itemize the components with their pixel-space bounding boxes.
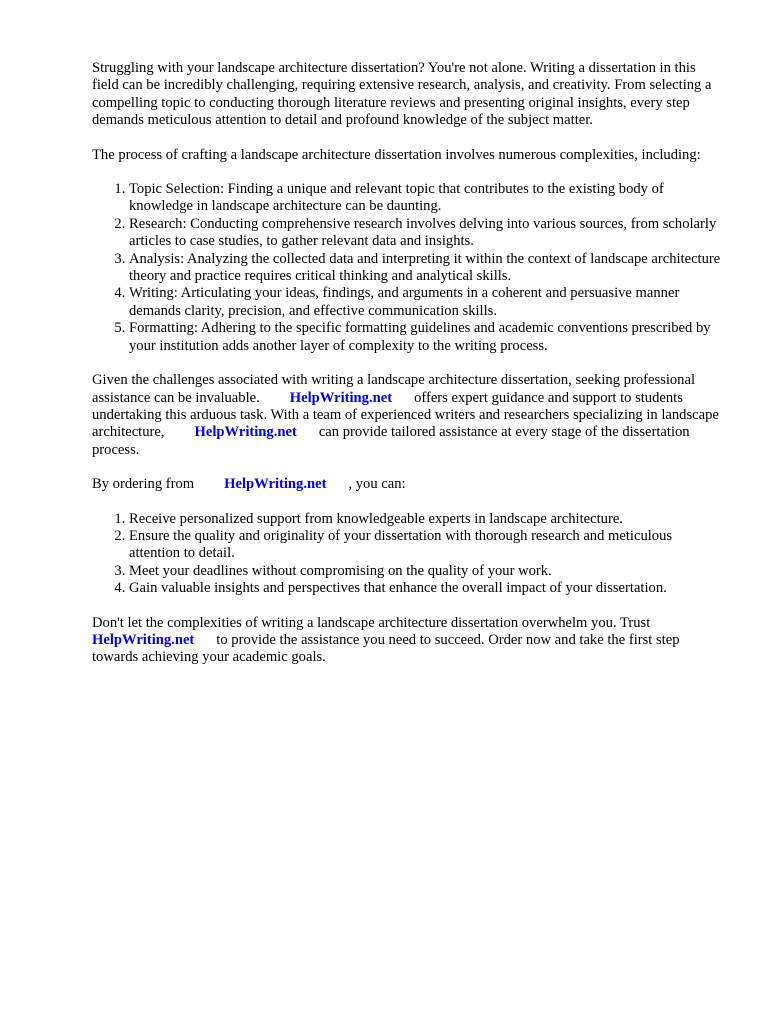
ordering-text-1: By ordering from: [92, 476, 195, 493]
helpwriting-link[interactable]: HelpWriting.net: [92, 631, 195, 648]
complexities-list: [92, 181, 722, 355]
ordering-paragraph: [92, 476, 722, 493]
benefit-item: 1. Receive personalized support from knowledgeable experts in landscape architecture.: [129, 511, 722, 528]
benefit-item: 4. Gain valuable insights and perspectives that enhance the overall impact of your dissertation.: [129, 580, 722, 597]
helpwriting-link[interactable]: HelpWriting.net: [289, 389, 393, 406]
closing-text-2: to provide the assistance you need to succeed. Order now and take the first step towards achieving your academic goals.: [92, 631, 680, 666]
process-paragraph: The process of crafting a landscape architecture dissertation involves numerous complexities, including:: [92, 146, 701, 163]
benefit-item: 2. Ensure the quality and originality of your dissertation with thorough research and meticulous attention to detail.: [129, 528, 722, 563]
given-text-1: Given the challenges associated with writing a landscape architecture dissertation, seeking professional assistance can be invaluable.: [92, 372, 696, 406]
benefits-list: [92, 511, 722, 598]
complexity-item: 5. Formatting: Adhering to the specific formatting guidelines and academic conventions prescribed by your institution adds another layer of complexity to the writing process.: [129, 320, 722, 355]
helpwriting-link[interactable]: HelpWriting.net: [224, 476, 327, 493]
ordering-text-2: , you can:: [348, 476, 406, 493]
document-page: [92, 60, 722, 684]
given-text-2: offers expert guidance and support to students undertaking this arduous task. With a team of experienced writers and researchers specializing in landscape architecture,: [92, 389, 719, 441]
complexity-item: 1. Topic Selection: Finding a unique and relevant topic that contributes to the existing body of knowledge in landscape architecture can be daunting.: [129, 181, 722, 216]
given-text-3: can provide tailored assistance at every stage of the dissertation process.: [92, 424, 690, 458]
benefit-item: 3. Meet your deadlines without compromising on the quality of your work.: [129, 563, 722, 580]
given-paragraph: [92, 372, 722, 459]
helpwriting-link[interactable]: HelpWriting.net: [194, 424, 297, 441]
closing-paragraph: [92, 615, 722, 667]
complexity-item: 3. Analysis: Analyzing the collected data and interpreting it within the context of landscape architecture theory and practice requires critical thinking and analytical skills.: [129, 251, 722, 286]
intro-paragraph: Struggling with your landscape architecture dissertation? You're not alone. Writing a dissertation in this field can be incredibly challenging, requiring extensive research, analysis, and creativity. From selecting a compelling topic to conducting thorough literature reviews and presenting original insights, every step demands meticulous attention to detail and profound knowledge of the subject matter.: [92, 60, 712, 129]
complexity-item: 2. Research: Conducting comprehensive research involves delving into various sources, from scholarly articles to case studies, to gather relevant data and insights.: [129, 216, 722, 251]
complexity-item: 4. Writing: Articulating your ideas, findings, and arguments in a coherent and persuasive manner demands clarity, precision, and effective communication skills.: [129, 285, 722, 320]
closing-text-1: Don't let the complexities of writing a landscape architecture dissertation overwhelm you. Trust: [92, 614, 651, 631]
